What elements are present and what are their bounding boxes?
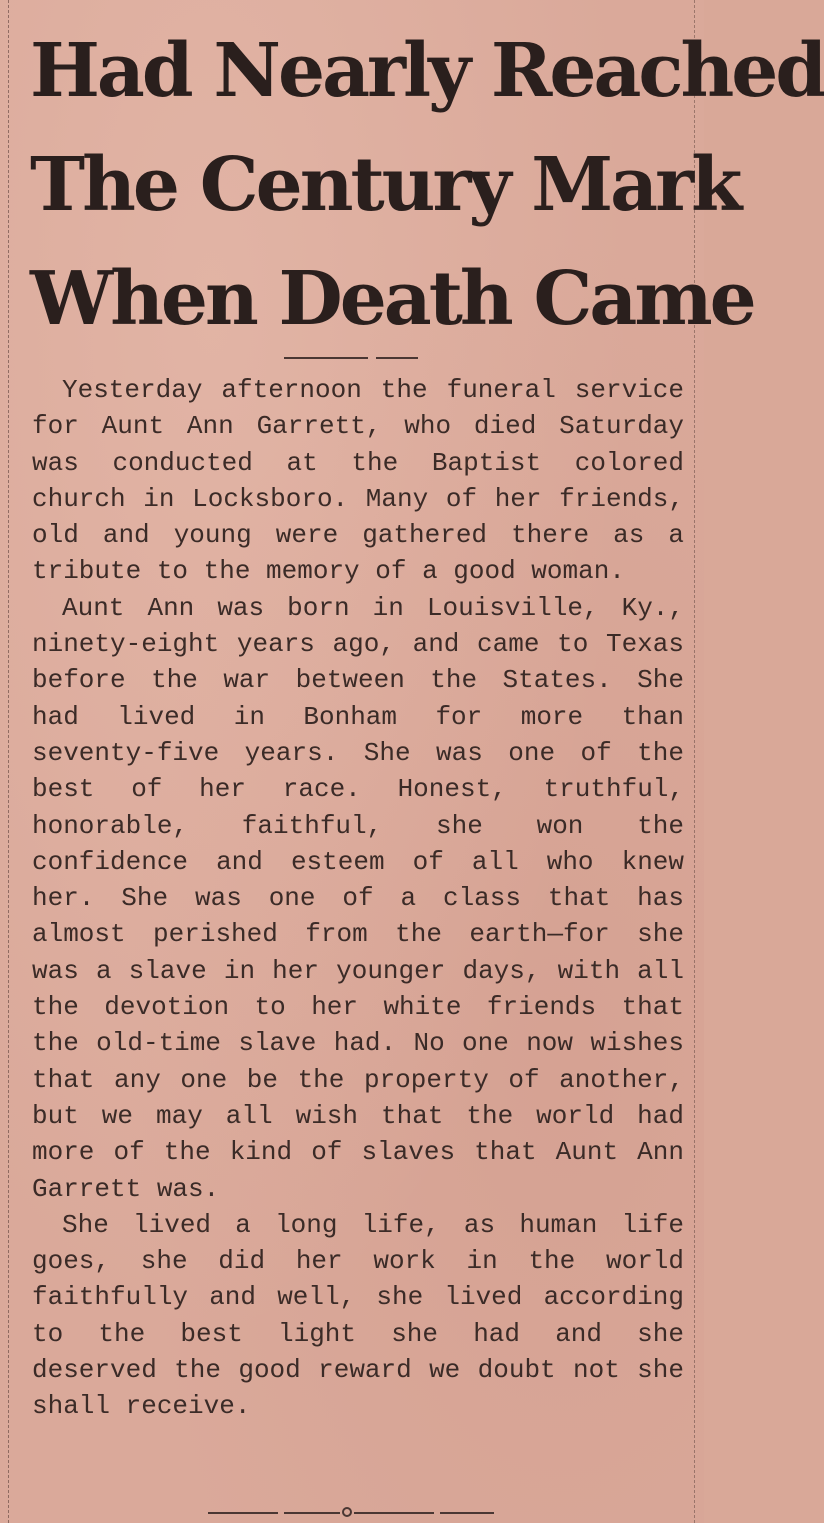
article-paragraph-1: Yesterday afternoon the funeral service for Aunt Ann Garrett, who died Saturday was conducted at the Baptist colored church in Locksboro. Many of her friends, old and young were gathered there as a tribute to the memory of a good woman.	[32, 375, 684, 587]
headline-line-2: The Century Mark	[30, 142, 740, 228]
article-paragraph-3: She lived a long life, as human life goes, she did her work in the world faithfully and well, she lived according to the best light she had and she deserved the good reward we doubt not she shall receive.	[32, 1209, 684, 1422]
article-paragraph-2: Aunt Ann was born in Louisville, Ky., ninety-eight years ago, and came to Texas before the war between the States. She had lived in Bonham for more than seventy-five years. She was one of the best of her race. Honest, truthful, honorable, faithful, she won the confidence and esteem of all who knew her. She was one of a class that has almost perished from the earth—for she was a slave in her younger days, with all the devotion to her white friends that the old-time slave had. No one now wishes that any one be the property of another, but we may all wish that the world had more of the kind of slaves that Aunt Ann Garrett was.	[32, 592, 684, 1204]
column-rule-left	[8, 0, 9, 1523]
headline-line-1: Had Nearly Reached	[30, 28, 824, 114]
column-rule-right	[694, 0, 695, 1523]
headline-line-3: When Death Came	[30, 256, 754, 342]
end-ornament	[208, 1504, 494, 1520]
headline	[30, 14, 824, 356]
article-body	[32, 372, 684, 1425]
headline-separator	[284, 354, 418, 362]
